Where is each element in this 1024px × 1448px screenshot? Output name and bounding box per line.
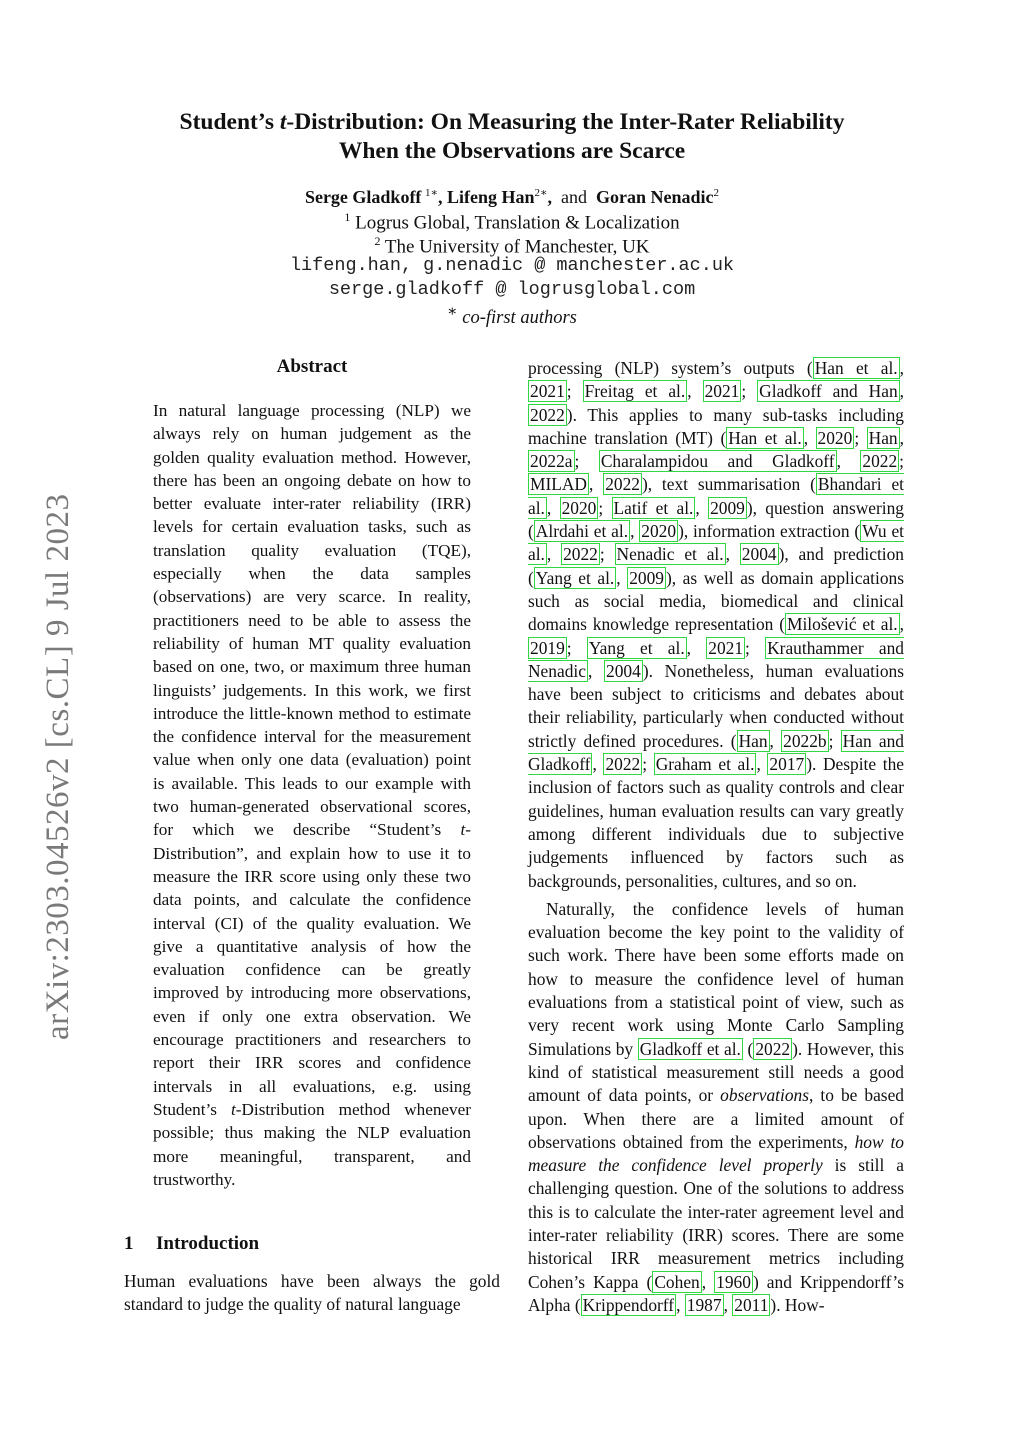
body-text: ). Nonetheless, human evaluations have been subject to criticisms and debates about their reliability, particularly when conducted without strictly defined procedures. ( (528, 660, 904, 751)
citation-link[interactable]: Wu et al. (528, 521, 905, 565)
citation-link[interactable]: Han et al. (728, 427, 802, 448)
body-text: , to be based upon. When there are a limited amount of observations obtained from the experiments, (528, 1085, 904, 1152)
body-text: , (899, 614, 905, 635)
body-text: Naturally, the confidence levels of human evaluation become the key point to the validity of such work. There have been some efforts made on how to measure the confidence level of human evaluations from a statistical point of view, such as very recent work using Monte Carlo Sampling Simulations by (528, 898, 904, 1059)
author-list: Serge Gladkoff $^{1∗}$, Lifeng Han$^{2∗}$, and Goran Nenadic$^2$ (304, 187, 720, 207)
author-name: Goran Nenadic (596, 187, 714, 207)
body-text: ( (742, 1038, 754, 1059)
body-text: , (836, 451, 861, 472)
body-text: ), information extraction ( (678, 521, 861, 542)
body-text: ; (899, 451, 905, 472)
body-text: ), text summarisation ( (641, 474, 816, 495)
body-text: , (695, 497, 709, 518)
email-line-1: lifeng.han, g.nenadic @ manchester.ac.uk (289, 255, 735, 276)
citation-link[interactable]: Han (868, 427, 898, 448)
body-text: , (676, 1294, 685, 1315)
citation-link[interactable]: 2021 (530, 381, 565, 402)
affiliation-text: Logrus Global, Translation & Localization (355, 212, 680, 234)
citation-link[interactable]: Han (738, 730, 768, 751)
citation-link[interactable]: Gladkoff et al. (639, 1038, 741, 1059)
section-number: 1 (124, 1233, 134, 1254)
author-and: and (561, 187, 588, 207)
body-text: ). This applies to many sub-tasks including machine translation (MT) ( (528, 404, 904, 448)
body-text: ; (828, 730, 841, 751)
citation-link[interactable]: 2019 (530, 637, 565, 658)
body-text: , (756, 754, 768, 775)
citation-link[interactable]: Freitag et al. (584, 381, 686, 402)
author-name: Lifeng Han (447, 187, 535, 207)
title-t-italic: t (279, 109, 287, 135)
citation-link[interactable]: Yang et al. (588, 637, 685, 658)
body-text: ; (566, 637, 587, 658)
citation-link[interactable]: 2011 (734, 1294, 769, 1315)
title-line-1 (120, 108, 904, 137)
citation-link[interactable]: 2021 (708, 637, 744, 658)
body-text: , (769, 730, 782, 751)
body-text: , (616, 567, 628, 588)
emphasis-text: how to measure the confidence level properly (528, 1131, 904, 1176)
abstract-t-italic: t (460, 820, 466, 840)
body-text: , (723, 1294, 733, 1315)
body-text: ; (599, 544, 615, 565)
citation-link[interactable]: Yang et al. (535, 567, 615, 588)
arxiv-sidebar-stamp[interactable]: arXiv:2303.04526v2 [cs.CL] 9 Jul 2023 (40, 493, 76, 1040)
body-text: ; (566, 381, 583, 402)
citation-link[interactable]: 2009 (629, 567, 664, 588)
title-text: Student’s (179, 109, 280, 135)
body-text: , (686, 637, 707, 658)
affiliation-text: The University of Manchester, UK (384, 236, 650, 258)
citation-link[interactable]: 2022b (783, 730, 827, 751)
citation-link[interactable]: Krippendorff (582, 1294, 675, 1315)
body-text: ). However, this kind of statistical measurement still needs a good amount of data points, or (528, 1038, 905, 1106)
citation-link[interactable]: MILAD (530, 474, 587, 495)
body-text: ; (741, 381, 758, 402)
intro-text-col1: Human evaluations have been always the gold standard to judge the quality of natural language (124, 1271, 500, 1315)
citation-link[interactable]: Graham et al. (655, 754, 755, 775)
abstract-text: In natural language processing (NLP) we always rely on human judgement as the golden quality evaluation method. However, there has been an ongoing debate on how to better evaluate inter-rater reliability (IRR) levels for certain evaluation tasks, such as translation quality evaluation (TQE), especially when the data samples (observations) are very scarce. In reality, practitioners need to be able to assess the reliability of human MT quality evaluation based on one, two, or maximum three human linguists’ judgements. In this work, we first introduce the little-known method to estimate the confidence interval for the measurement value when only one data (evaluation) point is available. This leads to our example with two human-generated observational scores, for which we describe “Student’s (153, 401, 471, 840)
body-text: , (701, 1271, 715, 1292)
body-text: processing (NLP) system’s outputs ( (528, 358, 813, 378)
citation-link[interactable]: 2020 (561, 497, 597, 518)
citation-link[interactable]: 2021 (704, 381, 740, 402)
citation-link[interactable]: Krauthammer and Nenadic (528, 637, 904, 681)
citation-link[interactable]: Nenadic et al. (616, 544, 724, 565)
body-text: , (630, 521, 640, 542)
intro-text-col2 (528, 357, 904, 1317)
citation-link[interactable]: 2022 (530, 404, 565, 425)
body-text: , (687, 381, 703, 402)
citation-link[interactable]: 1987 (686, 1294, 722, 1315)
citation-link[interactable]: Gladkoff and Han (759, 381, 898, 402)
paragraph (528, 898, 904, 1317)
citation-link[interactable]: Alrdahi et al. (535, 521, 629, 542)
abstract-text: -Distribution”, and explain how to use it to measure the IRR score using only these two data points, and calculate the confidence interval (CI) of the quality evaluation. We give a quantitative analysis of how the evaluation confidence can be greatly improved by introducing more observations, even if only one extra observation. We encourage practitioners and researchers to report their IRR scores and confidence intervals in all evaluations, e.g. using Student’s (153, 820, 471, 1119)
co-first-text: co-first authors (462, 308, 577, 329)
paragraph (528, 357, 904, 893)
body-text: , (546, 544, 562, 565)
section-title: Introduction (156, 1233, 260, 1254)
emphasis-text: observations (720, 1085, 810, 1106)
citation-link[interactable]: 2004 (741, 544, 777, 565)
citation-link[interactable]: 1960 (716, 1271, 751, 1292)
abstract-heading: Abstract (276, 356, 348, 377)
citation-link[interactable]: Bhandari et al. (528, 474, 905, 518)
body-text: ), as well as domain applications such as social media, biomedical and clinical domains knowledge representation ( (528, 567, 904, 635)
citation-link[interactable]: Milošević et al. (787, 614, 898, 635)
section-heading-introduction (124, 1233, 259, 1255)
body-text: ) and Krippendorff’s Alpha ( (528, 1271, 904, 1315)
citation-link[interactable]: 2022 (563, 544, 598, 565)
citation-link[interactable]: Han and Gladkoff (528, 730, 904, 775)
body-text: ). Despite the inclusion of factors such as quality controls and clear guidelines, human evaluation results can vary greatly among different individuals due to subjective judgements influenced by factors such as backgrounds, personalities, cultures, and so on. (528, 754, 904, 891)
body-text: , (899, 381, 905, 402)
citation-link[interactable]: 2020 (641, 521, 677, 542)
body-text: ), and prediction ( (528, 544, 904, 588)
affiliation-sup: 2 (374, 234, 381, 248)
body-text: , (592, 754, 604, 775)
citation-link[interactable]: 2020 (817, 427, 853, 448)
paper-title (120, 108, 904, 166)
body-text: ; (598, 497, 612, 518)
citation-link[interactable]: 2022 (862, 451, 898, 472)
body-text: , (589, 474, 604, 495)
abstract-body (153, 399, 471, 1191)
body-text: ). How- (770, 1294, 825, 1315)
body-text: , (546, 497, 560, 518)
co-first-note (120, 302, 904, 329)
title-line-2: When the Observations are Scarce (338, 138, 686, 164)
citation-link[interactable]: 2022a (530, 451, 573, 472)
citation-link[interactable]: 2022 (755, 1038, 791, 1059)
citation-link[interactable]: 2004 (606, 660, 641, 681)
body-text: , (803, 427, 816, 448)
citation-link[interactable]: 2009 (710, 497, 745, 518)
affiliation-sup: 1 (344, 210, 351, 224)
body-text: ; (854, 427, 867, 448)
author-name: Serge Gladkoff (304, 187, 422, 207)
email-line-2: serge.gladkoff @ logrusglobal.com (328, 279, 696, 300)
abstract-text: -Distribution method whenever possible; thus making the NLP evaluation more meaningful, transparent, and trustworthy. (153, 1099, 471, 1189)
author-sup: 2 (713, 187, 720, 199)
body-text: ; (745, 637, 766, 658)
body-text: is still a challenging question. One of the solutions to address this is to calculate the inter-rater agreement level and inter-rater reliability (IRR) scores. There are some historical IRR measurement metrics including Cohen’s Kappa ( (528, 1155, 904, 1292)
body-text: , (899, 427, 904, 448)
citation-link[interactable]: 2022 (605, 474, 640, 495)
citation-link[interactable]: Han et al. (814, 358, 898, 378)
citation-link[interactable]: Charalampidou and Gladkoff (600, 451, 835, 472)
co-first-star: ∗ (447, 303, 458, 320)
body-text: ), question answering ( (528, 497, 905, 542)
citation-link[interactable]: Latif et al. (613, 497, 694, 518)
body-text: ; (574, 451, 599, 472)
title-text: -Distribution: On Measuring the Inter-Rater Reliability (286, 109, 845, 135)
citation-link[interactable]: Cohen (654, 1271, 700, 1292)
citation-link[interactable]: 2022 (605, 754, 641, 775)
body-text: ; (642, 754, 654, 775)
author-sup: 2∗ (534, 187, 548, 199)
citation-link[interactable]: 2017 (769, 754, 805, 775)
author-sup: 1∗ (425, 187, 439, 199)
body-text: , (725, 544, 740, 565)
body-text: , (899, 358, 904, 378)
body-text: , (587, 660, 605, 681)
abstract-t-italic: t (231, 1099, 236, 1119)
